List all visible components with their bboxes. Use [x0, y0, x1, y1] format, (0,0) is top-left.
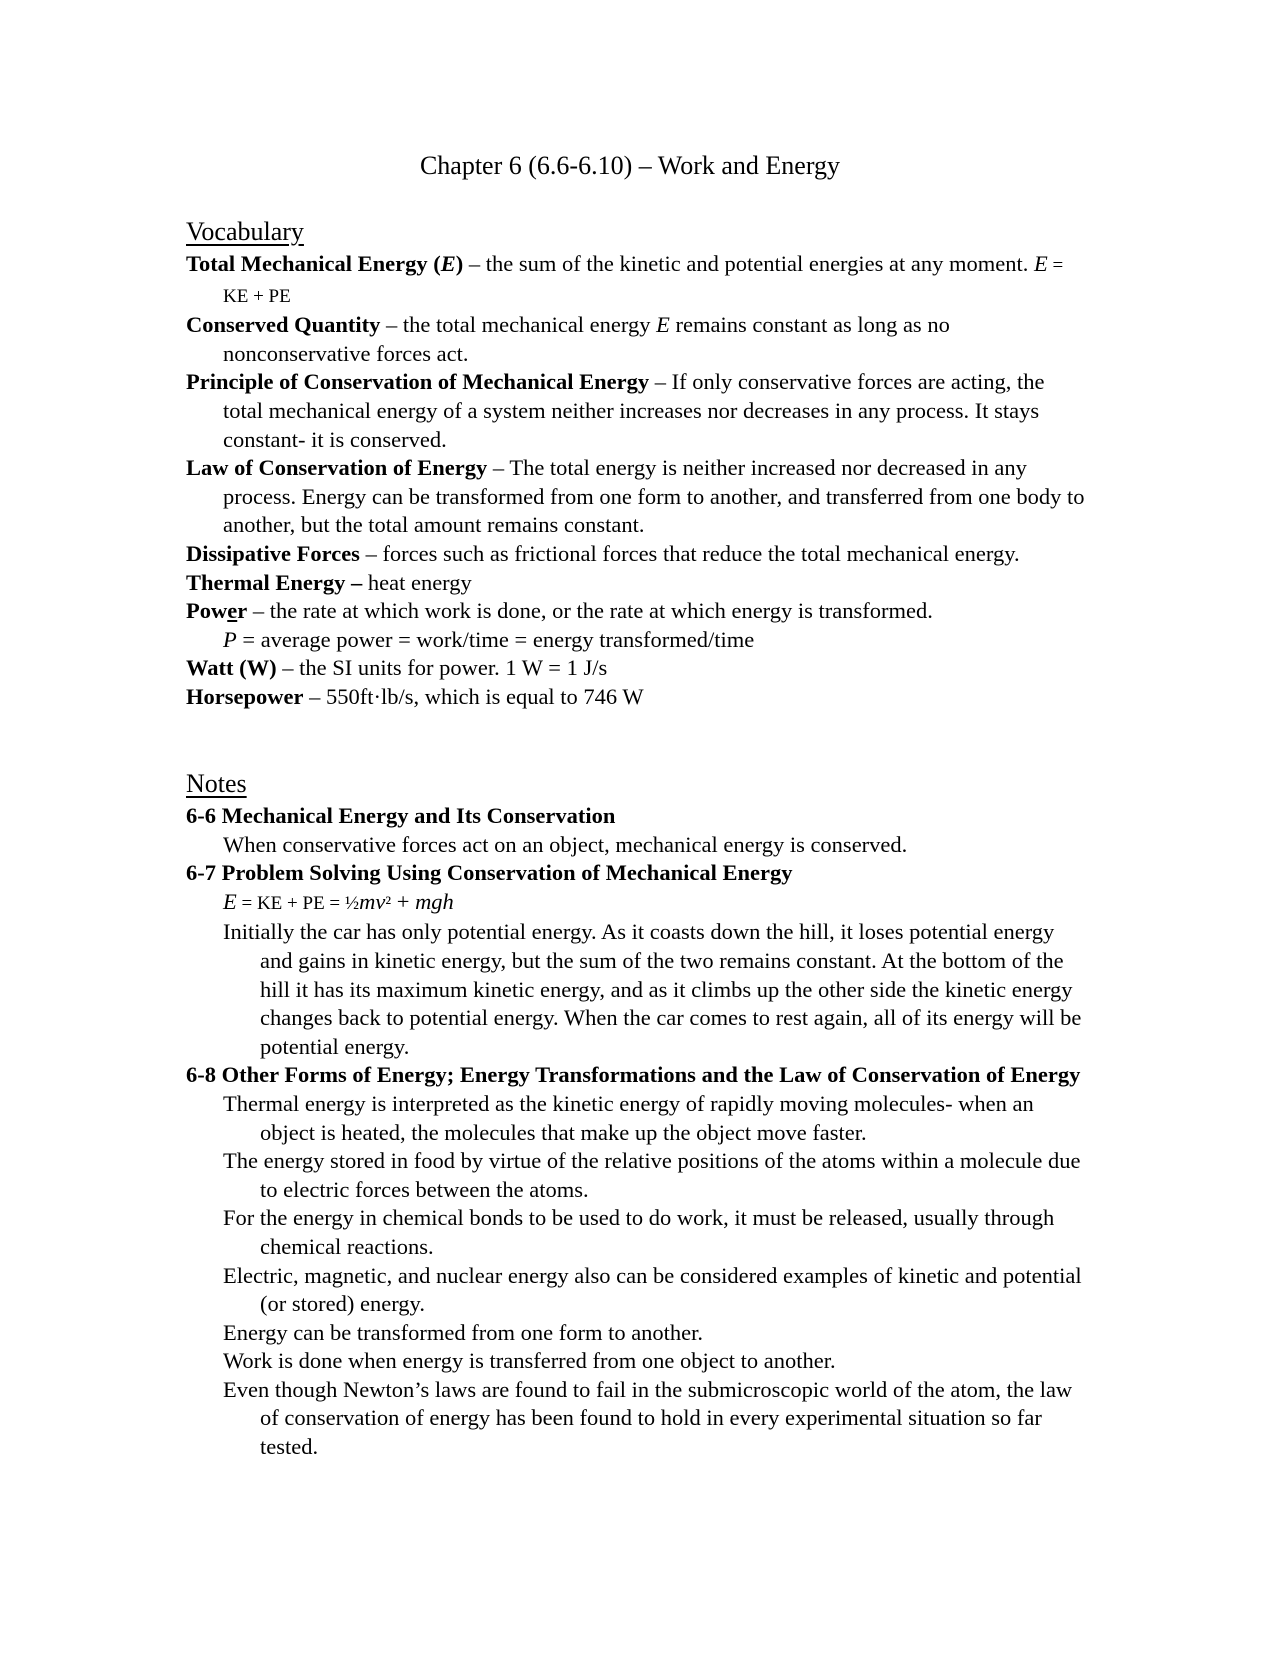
equation-exponent: ²: [385, 892, 392, 914]
vocab-term-end: r: [237, 598, 248, 624]
equation-text: = average power = work/time = energy transformed/time: [236, 626, 755, 652]
vocab-entry-thermal-energy: [186, 569, 1086, 598]
equation-symbol: P: [223, 626, 237, 652]
note-paragraph: Initially the car has only potential energy. As it coasts down the hill, it loses potential energy and gains in kinetic energy, but the sum of the two remains constant. At the bottom of the hill it has its maximum kinetic energy, and as it climbs up the other side the kinetic energy changes back to potential energy. When the car comes to rest again, all of its energy will be potential energy.: [223, 919, 1082, 1059]
vocab-definition: – the rate at which work is done, or the rate at which energy is transformed.: [247, 598, 933, 624]
note-paragraph: The energy stored in food by virtue of the relative positions of the atoms within a molecule due to electric forces between the atoms.: [223, 1148, 1081, 1202]
vocab-definition: – the sum of the kinetic and potential energies at any moment.: [463, 251, 1034, 276]
vocab-term: Conserved Quantity: [186, 312, 381, 338]
vocab-term-underlined-letter: e: [227, 598, 238, 624]
vocabulary-heading: Vocabulary: [186, 217, 304, 246]
vocab-term: Principle of Conservation of Mechanical Energy: [186, 369, 650, 395]
section-6-7-equation: [223, 888, 1086, 919]
vocab-term-close: ): [455, 251, 464, 276]
section-6-8-body: [223, 1090, 1086, 1462]
vocab-definition: – If only conservative forces are acting, the total mechanical energy of a system neither increases nor decreases in any process. It stays constant- it is conserved.: [223, 369, 1045, 452]
note-paragraph: Thermal energy is interpreted as the kinetic energy of rapidly moving molecules- when an object is heated, the molecules that make up the object move faster.: [223, 1090, 1034, 1145]
note-paragraph: Electric, magnetic, and nuclear energy also can be considered examples of kinetic and potential (or stored) energy.: [223, 1262, 1082, 1317]
vocab-term: Watt (W): [186, 655, 277, 681]
vocab-term-symbol: E: [440, 251, 456, 276]
vocab-definition: – the SI units for power. 1 W = 1 J/s: [276, 655, 608, 681]
page-title: Chapter 6 (6.6-6.10) – Work and Energy: [419, 151, 841, 180]
vocab-term: Total Mechanical Energy (: [186, 251, 441, 276]
vocab-term: Thermal Energy –: [186, 569, 363, 595]
equation-text: = KE + PE: [223, 255, 1064, 307]
vocab-entry-power: [186, 597, 1086, 654]
vocab-definition: – the total mechanical energy: [380, 312, 657, 338]
vocab-entry-law-conservation-energy: [186, 454, 1086, 540]
equation-symbol: E: [1033, 251, 1048, 276]
notes-heading: Notes: [186, 769, 247, 798]
vocab-entry-conserved-quantity: [186, 311, 1086, 368]
note-paragraph: For the energy in chemical bonds to be used to do work, it must be released, usually through chemical reactions.: [223, 1205, 1055, 1259]
vocabulary-list: [186, 250, 1086, 712]
equation-plus: +: [391, 888, 416, 914]
section-6-6-title: 6-6 Mechanical Energy and Its Conservation: [186, 803, 616, 828]
vocab-definition: – forces such as frictional forces that reduce the total mechanical energy.: [359, 540, 1020, 566]
vocab-symbol: E: [656, 312, 670, 338]
vocab-entry-horsepower: [186, 683, 1086, 712]
vocab-entry-dissipative-forces: [186, 540, 1086, 569]
vocab-term: Dissipative Forces: [186, 540, 360, 566]
note-paragraph: Energy can be transformed from one form to another.: [223, 1319, 704, 1345]
notes-body: [186, 802, 1086, 1462]
equation-text: = KE + PE = ½: [236, 892, 360, 914]
equation-term: mgh: [415, 888, 454, 914]
vocab-term: Horsepower: [186, 683, 304, 709]
section-6-6-text: When conservative forces act on an object, mechanical energy is conserved.: [223, 831, 908, 857]
vocab-entry-total-mechanical-energy: [186, 250, 1086, 311]
section-6-7-body: [223, 918, 1086, 1061]
vocab-definition: – The total energy is neither increased nor decreased in any process. Energy can be transformed from one form to another, and transferred from one body to another, but the total amount remains constant.: [223, 455, 1085, 538]
section-6-8-title: 6-8 Other Forms of Energy; Energy Transformations and the Law of Conservation of Energy: [186, 1062, 1081, 1088]
vocab-definition: heat energy: [362, 569, 472, 595]
section-6-7-title: 6-7 Problem Solving Using Conservation of Mechanical Energy: [186, 860, 793, 886]
equation-term: mv: [359, 888, 386, 914]
vocab-entry-watt: [186, 654, 1086, 683]
note-paragraph: Work is done when energy is transferred from one object to another.: [223, 1348, 836, 1374]
vocab-definition-cont: remains constant as long as no nonconservative forces act.: [223, 312, 950, 366]
note-paragraph: Even though Newton’s laws are found to fail in the submicroscopic world of the atom, the law of conservation of energy has been found to hold in every experimental situation so far tested.: [223, 1376, 1073, 1460]
vocab-entry-principle-conservation: [186, 368, 1086, 454]
vocab-definition: – 550ft·lb/s, which is equal to 746 W: [303, 683, 644, 709]
vocab-term: Law of Conservation of Energy: [186, 455, 488, 481]
equation-symbol: E: [223, 888, 237, 914]
vocab-term: Pow: [186, 598, 228, 624]
